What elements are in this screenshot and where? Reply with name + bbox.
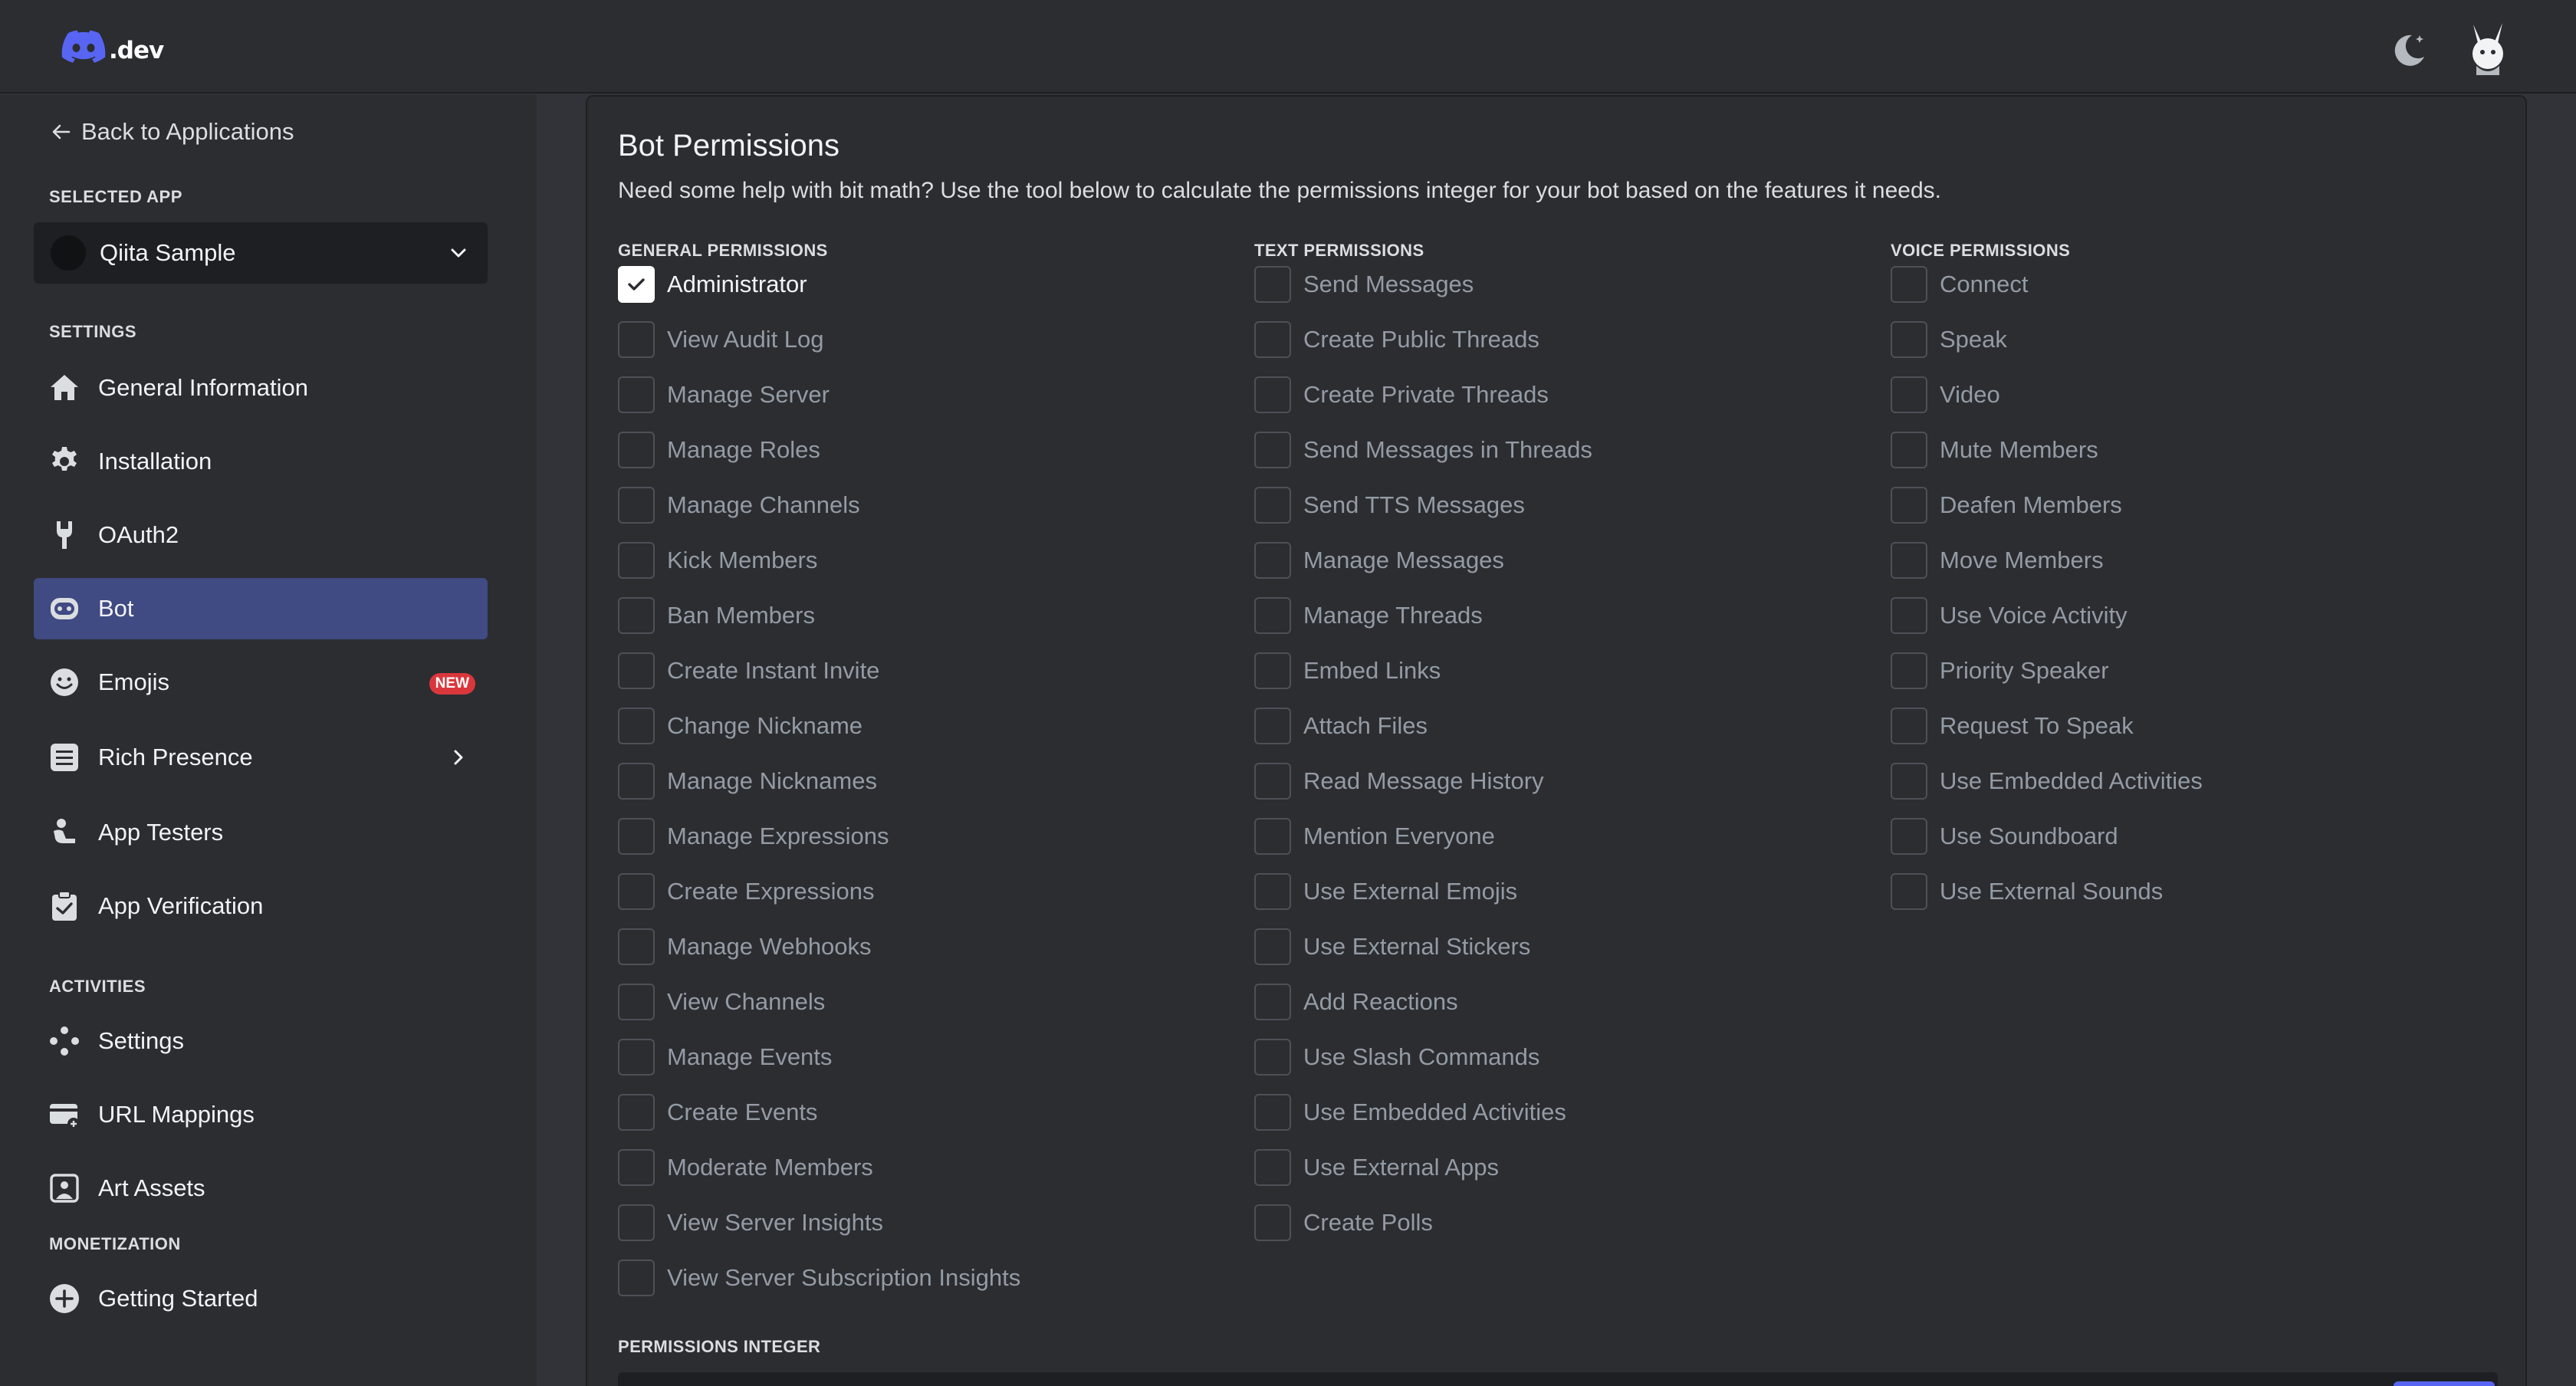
nav-label: App Verification (98, 892, 264, 919)
permission-checkbox-row[interactable] (618, 265, 807, 304)
checkbox[interactable] (1254, 873, 1291, 910)
permission-checkbox-row[interactable] (1891, 541, 2104, 580)
checkbox[interactable] (1891, 321, 1927, 358)
checkbox-checked[interactable] (618, 266, 655, 303)
permission-checkbox-row[interactable] (618, 762, 877, 800)
checkbox[interactable] (618, 1204, 655, 1241)
permission-label: Manage Expressions (667, 823, 889, 849)
checkbox[interactable] (618, 432, 655, 468)
checkbox[interactable] (1254, 763, 1291, 800)
checkbox[interactable] (618, 1039, 655, 1076)
permission-checkbox-row[interactable] (1254, 1038, 1539, 1076)
home-icon (46, 369, 83, 406)
checkbox[interactable] (618, 984, 655, 1020)
checkbox[interactable] (618, 597, 655, 634)
logo-text: .dev (109, 37, 164, 64)
permission-label: Speak (1940, 326, 2007, 353)
permission-checkbox-row[interactable] (1254, 928, 1530, 966)
checkbox[interactable] (1254, 1039, 1291, 1076)
checkbox[interactable] (1891, 763, 1927, 800)
permission-label: Manage Threads (1303, 602, 1483, 629)
permission-checkbox-row[interactable] (1254, 320, 1539, 359)
checkbox[interactable] (1254, 928, 1291, 965)
checkbox[interactable] (618, 542, 655, 579)
checkbox[interactable] (1254, 266, 1291, 303)
permission-label: Manage Events (667, 1043, 833, 1070)
copy-button[interactable] (2394, 1381, 2495, 1386)
permission-label: View Server Subscription Insights (667, 1264, 1021, 1291)
checkbox[interactable] (1254, 1204, 1291, 1241)
permission-checkbox-row[interactable] (1254, 1204, 1433, 1242)
checkbox[interactable] (618, 708, 655, 744)
checkbox[interactable] (1891, 432, 1927, 468)
permission-checkbox-row[interactable] (1254, 872, 1517, 911)
permission-label: Mute Members (1940, 436, 2098, 463)
nav-label: OAuth2 (98, 521, 179, 548)
permission-label: Administrator (667, 271, 807, 297)
chevron-right-icon (446, 745, 471, 770)
text-permissions-heading: TEXT PERMISSIONS (1254, 241, 1424, 260)
nav-label: Art Assets (98, 1174, 205, 1201)
permission-label: Manage Server (667, 381, 830, 408)
checkbox[interactable] (1891, 266, 1927, 303)
permission-checkbox-row[interactable] (1254, 596, 1483, 635)
checkbox[interactable] (1891, 652, 1927, 689)
permission-checkbox-row[interactable] (618, 1259, 1020, 1297)
permission-label: Priority Speaker (1940, 657, 2109, 684)
permission-checkbox-row[interactable] (618, 983, 825, 1021)
permission-checkbox-row[interactable] (618, 486, 860, 524)
permission-label: Use Embedded Activities (1303, 1099, 1566, 1125)
nav-url-mappings[interactable] (34, 1084, 488, 1145)
permission-label: Attach Files (1303, 712, 1428, 739)
permission-checkbox-row[interactable] (1254, 707, 1428, 745)
nav-emojis[interactable] (34, 652, 488, 713)
permission-checkbox-row[interactable] (618, 652, 879, 690)
nav-app-verification[interactable] (34, 875, 488, 937)
permission-label: Create Public Threads (1303, 326, 1539, 353)
permissions-integer-field[interactable] (618, 1372, 2498, 1386)
permission-label: Embed Links (1303, 657, 1441, 684)
permission-label: View Channels (667, 988, 826, 1015)
nav-rich-presence[interactable] (34, 727, 488, 788)
permission-label: Video (1940, 381, 2000, 408)
permission-checkbox-row[interactable] (1891, 596, 2128, 635)
permission-label: View Server Insights (667, 1209, 883, 1236)
permission-checkbox-row[interactable] (618, 541, 817, 580)
nav-general-information[interactable] (34, 357, 488, 419)
list-icon (46, 739, 83, 776)
nav-label: App Testers (98, 819, 224, 846)
permission-label: Connect (1940, 271, 2029, 297)
checkbox[interactable] (618, 1149, 655, 1186)
permission-checkbox-row[interactable] (618, 431, 820, 469)
checkmark-icon (624, 272, 649, 297)
nav-label: Rich Presence (98, 744, 253, 770)
nav-label: Emojis (98, 668, 170, 695)
permission-checkbox-row[interactable] (618, 817, 889, 856)
checkbox[interactable] (618, 873, 655, 910)
permission-checkbox-row[interactable] (1891, 707, 2134, 745)
permission-checkbox-row[interactable] (1891, 817, 2118, 856)
voice-permissions-heading: VOICE PERMISSIONS (1891, 241, 2071, 260)
permission-label: Read Message History (1303, 767, 1544, 794)
checkbox[interactable] (1254, 1149, 1291, 1186)
permission-label: Ban Members (667, 602, 815, 629)
checkbox[interactable] (1891, 597, 1927, 634)
moon-icon[interactable] (2389, 31, 2429, 71)
checkbox[interactable] (1254, 321, 1291, 358)
checkbox[interactable] (1891, 818, 1927, 855)
selected-app-label: SELECTED APP (49, 187, 182, 206)
checkbox[interactable] (1254, 597, 1291, 634)
gear-icon (46, 443, 83, 480)
app-name: Qiita Sample (100, 239, 236, 266)
nav-label: General Information (98, 374, 308, 401)
bot-icon (46, 590, 83, 627)
permission-checkbox-row[interactable] (618, 376, 830, 414)
permission-label: Use Slash Commands (1303, 1043, 1540, 1070)
permission-checkbox-row[interactable] (1254, 431, 1592, 469)
permission-label: Create Private Threads (1303, 381, 1549, 408)
permission-checkbox-row[interactable] (1891, 872, 2163, 911)
checkbox[interactable] (1254, 1094, 1291, 1131)
checkbox[interactable] (1891, 708, 1927, 744)
permission-checkbox-row[interactable] (1254, 652, 1441, 690)
arrow-left-icon (49, 120, 74, 144)
checkbox[interactable] (618, 1094, 655, 1131)
top-bar (0, 0, 2576, 94)
permission-checkbox-row[interactable] (618, 1038, 832, 1076)
nav-label: Getting Started (98, 1285, 258, 1312)
permission-label: Kick Members (667, 547, 818, 573)
checkbox[interactable] (1254, 487, 1291, 524)
permission-label: Manage Webhooks (667, 933, 872, 960)
permission-label: Use Voice Activity (1940, 602, 2128, 629)
permission-checkbox-row[interactable] (1891, 320, 2007, 359)
permission-label: Create Instant Invite (667, 657, 880, 684)
permission-checkbox-row[interactable] (1254, 541, 1504, 580)
permission-label: Use Soundboard (1940, 823, 2118, 849)
permission-checkbox-row[interactable] (1254, 817, 1495, 856)
nav-bot[interactable] (34, 578, 488, 639)
checkbox[interactable] (618, 487, 655, 524)
general-permissions-heading: GENERAL PERMISSIONS (618, 241, 828, 260)
checkbox[interactable] (618, 928, 655, 965)
permission-label: Move Members (1940, 547, 2104, 573)
permission-label: Use External Stickers (1303, 933, 1531, 960)
permission-label: Create Polls (1303, 1209, 1433, 1236)
permission-checkbox-row[interactable] (1254, 376, 1549, 414)
permission-checkbox-row[interactable] (1254, 983, 1458, 1021)
back-to-applications-link[interactable] (49, 118, 294, 146)
permission-checkbox-row[interactable] (618, 872, 875, 911)
permission-label: Use External Emojis (1303, 878, 1518, 905)
permission-label: View Audit Log (667, 326, 824, 353)
nav-label: Installation (98, 448, 212, 475)
permission-checkbox-row[interactable] (1254, 486, 1525, 524)
link-card-icon (46, 1096, 83, 1133)
permission-checkbox-row[interactable] (618, 320, 824, 359)
chevron-down-icon (446, 241, 471, 265)
permission-label: Send Messages (1303, 271, 1474, 297)
user-icon (46, 814, 83, 851)
user-avatar-icon[interactable] (2463, 21, 2513, 77)
permission-checkbox-row[interactable] (1254, 1148, 1499, 1187)
wrench-icon (46, 517, 83, 553)
checkbox[interactable] (1254, 818, 1291, 855)
permissions-integer-label: PERMISSIONS INTEGER (618, 1337, 821, 1356)
permission-checkbox-row[interactable] (1254, 762, 1544, 800)
permission-checkbox-row[interactable] (618, 596, 815, 635)
permission-checkbox-row[interactable] (618, 707, 863, 745)
monetization-section-label: MONETIZATION (49, 1234, 181, 1253)
app-selector[interactable] (34, 222, 488, 284)
nav-label: Bot (98, 595, 134, 622)
checkbox[interactable] (618, 652, 655, 689)
permission-checkbox-row[interactable] (618, 928, 872, 966)
clipboard-check-icon (46, 888, 83, 925)
nav-app-testers[interactable] (34, 802, 488, 863)
image-icon (46, 1170, 83, 1207)
checkbox[interactable] (1254, 432, 1291, 468)
checkbox[interactable] (618, 818, 655, 855)
permission-label: Moderate Members (667, 1154, 873, 1181)
permission-checkbox-row[interactable] (618, 1204, 883, 1242)
app-avatar (51, 235, 86, 271)
discord-logo-icon (61, 30, 106, 64)
permission-checkbox-row[interactable] (618, 1148, 873, 1187)
permission-label: Request To Speak (1940, 712, 2134, 739)
permission-label: Mention Everyone (1303, 823, 1495, 849)
permission-checkbox-row[interactable] (618, 1093, 817, 1131)
sidebar (0, 95, 537, 1386)
page-description: Need some help with bit math? Use the tool below to calculate the permissions integer for your bot based on the features it needs. (618, 178, 1941, 203)
checkbox[interactable] (618, 376, 655, 413)
permission-checkbox-row[interactable] (1891, 486, 2122, 524)
permission-checkbox-row[interactable] (1891, 431, 2098, 469)
permission-label: Send TTS Messages (1303, 491, 1525, 518)
checkbox[interactable] (1254, 652, 1291, 689)
activities-section-label: ACTIVITIES (49, 977, 146, 996)
nav-getting-started[interactable] (34, 1268, 488, 1329)
permission-label: Manage Messages (1303, 547, 1504, 573)
permission-label: Create Events (667, 1099, 818, 1125)
page-title: Bot Permissions (618, 129, 840, 163)
nav-installation[interactable] (34, 431, 488, 492)
permission-label: Use Embedded Activities (1940, 767, 2203, 794)
smiley-icon (46, 664, 83, 701)
back-label: Back to Applications (81, 118, 294, 145)
checkbox[interactable] (618, 321, 655, 358)
permission-checkbox-row[interactable] (1891, 376, 2000, 414)
discord-dev-logo[interactable] (61, 29, 163, 64)
bot-permissions-panel (586, 95, 2527, 1386)
permission-checkbox-row[interactable] (1891, 265, 2028, 304)
permission-label: Deafen Members (1940, 491, 2122, 518)
checkbox[interactable] (1891, 376, 1927, 413)
permission-checkbox-row[interactable] (1891, 762, 2203, 800)
permission-checkbox-row[interactable] (1254, 1093, 1566, 1131)
permission-label: Send Messages in Threads (1303, 436, 1592, 463)
plus-circle-icon (46, 1280, 83, 1317)
checkbox[interactable] (1254, 984, 1291, 1020)
permission-label: Manage Nicknames (667, 767, 877, 794)
checkbox[interactable] (618, 763, 655, 800)
checkbox[interactable] (1254, 376, 1291, 413)
permission-label: Change Nickname (667, 712, 863, 739)
nav-label: Settings (98, 1027, 185, 1054)
permission-label: Use External Sounds (1940, 878, 2164, 905)
permission-label: Add Reactions (1303, 988, 1458, 1015)
new-badge: NEW (429, 673, 475, 695)
checkbox[interactable] (1891, 873, 1927, 910)
checkbox[interactable] (1254, 708, 1291, 744)
permission-label: Manage Roles (667, 436, 820, 463)
checkbox[interactable] (1891, 487, 1927, 524)
checkbox[interactable] (618, 1260, 655, 1296)
checkbox[interactable] (1891, 542, 1927, 579)
nav-label: URL Mappings (98, 1101, 255, 1128)
nav-activities-settings[interactable] (34, 1010, 488, 1072)
permission-label: Create Expressions (667, 878, 875, 905)
permission-label: Manage Channels (667, 491, 860, 518)
nav-oauth2[interactable] (34, 504, 488, 566)
checkbox[interactable] (1254, 542, 1291, 579)
permission-checkbox-row[interactable] (1254, 265, 1474, 304)
settings-section-label: SETTINGS (49, 322, 137, 341)
permission-checkbox-row[interactable] (1891, 652, 2109, 690)
permission-label: Use External Apps (1303, 1154, 1500, 1181)
controller-icon (46, 1023, 83, 1059)
nav-art-assets[interactable] (34, 1158, 488, 1219)
